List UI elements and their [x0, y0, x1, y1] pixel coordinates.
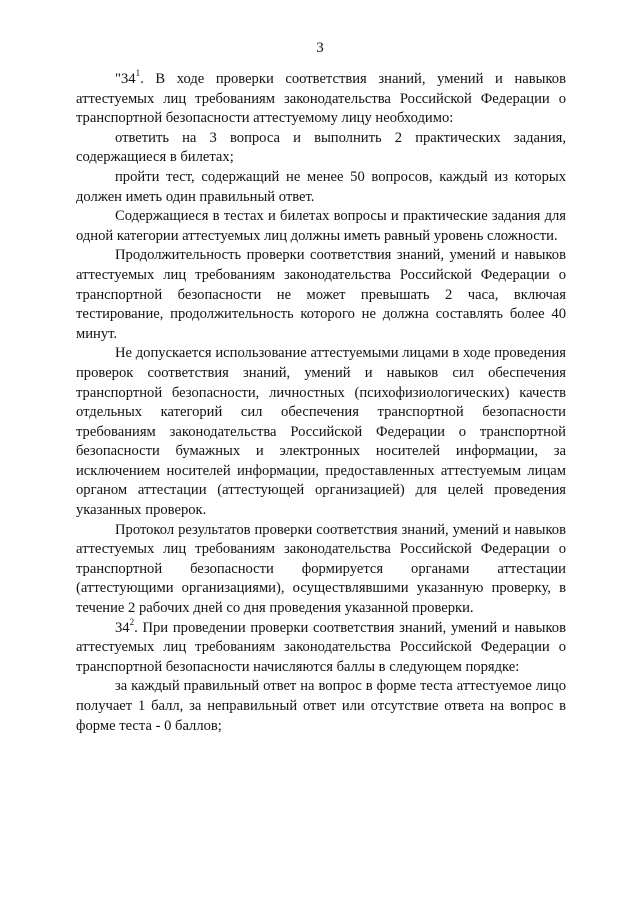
document-body — [76, 70, 566, 736]
paragraph-text: . При проведении проверки соответствия знаний, умений и навыков аттестуемых лиц требованиям законодательства Российской Федерации о транспортной безопасности начисляются баллы в следующем порядке: — [76, 619, 566, 675]
clause-superscript: 2 — [129, 616, 135, 627]
paragraph-answer-questions: ответить на 3 вопроса и выполнить 2 практических задания, содержащиеся в билетах; — [76, 129, 566, 166]
page-number: 3 — [316, 40, 324, 56]
paragraph-equal-difficulty: Содержащиеся в тестах и билетах вопросы и практические задания для одной категории аттестуемых лиц должны иметь равный уровень сложности. — [76, 208, 566, 244]
clause-superscript: 1 — [135, 68, 141, 79]
clause-number: 34 — [115, 619, 130, 636]
paragraph-prohibited-media: Не допускается использование аттестуемыми лицами в ходе проведения проверок соответствия знаний, умений и навыков сил обеспечения транспортной безопасности, личностных (психофизиологических) качеств отдельных категорий сил обеспечения транспортной безопасности требованиям законодательства Российской Федерации о транспортной безопасности бумажных и электронных носителей информации, за исключением носителей информации, предоставленных аттестуемым лицам органом аттестации (аттестующей организацией) для целей проведения указанных проверок. — [76, 345, 566, 519]
paragraph-34-1 — [76, 70, 566, 129]
paragraph-34-2 — [76, 616, 566, 678]
paragraph-protocol: Протокол результатов проверки соответствия знаний, умений и навыков аттестуемых лиц требованиям законодательства Российской Федерации о транспортной безопасности формируется органами аттестации (аттестующими организациями), осуществлявшими указанную проверку, в течение 2 рабочих дней со дня проведения указанной проверки. — [76, 521, 566, 617]
clause-number: "34 — [115, 71, 136, 87]
paragraph-pass-test: пройти тест, содержащий не менее 50 вопросов, каждый из которых должен иметь один правильный ответ. — [76, 168, 566, 205]
paragraph-text: . В ходе проверки соответствия знаний, умений и навыков аттестуемых лиц требованиям законодательства Российской Федерации о транспортной безопасности аттестуемому лицу необходимо: — [76, 71, 566, 127]
paragraph-scoring: за каждый правильный ответ на вопрос в форме теста аттестуемое лицо получает 1 балл, за неправильный ответ или отсутствие ответа на вопрос в форме теста - 0 баллов; — [76, 678, 566, 734]
paragraph-duration: Продолжительность проверки соответствия знаний, умений и навыков аттестуемых лиц требованиям законодательства Российской Федерации о транспортной безопасности не может превышать 2 часа, включая тестирование, продолжительность которого не должна составлять более 40 минут. — [76, 247, 566, 342]
